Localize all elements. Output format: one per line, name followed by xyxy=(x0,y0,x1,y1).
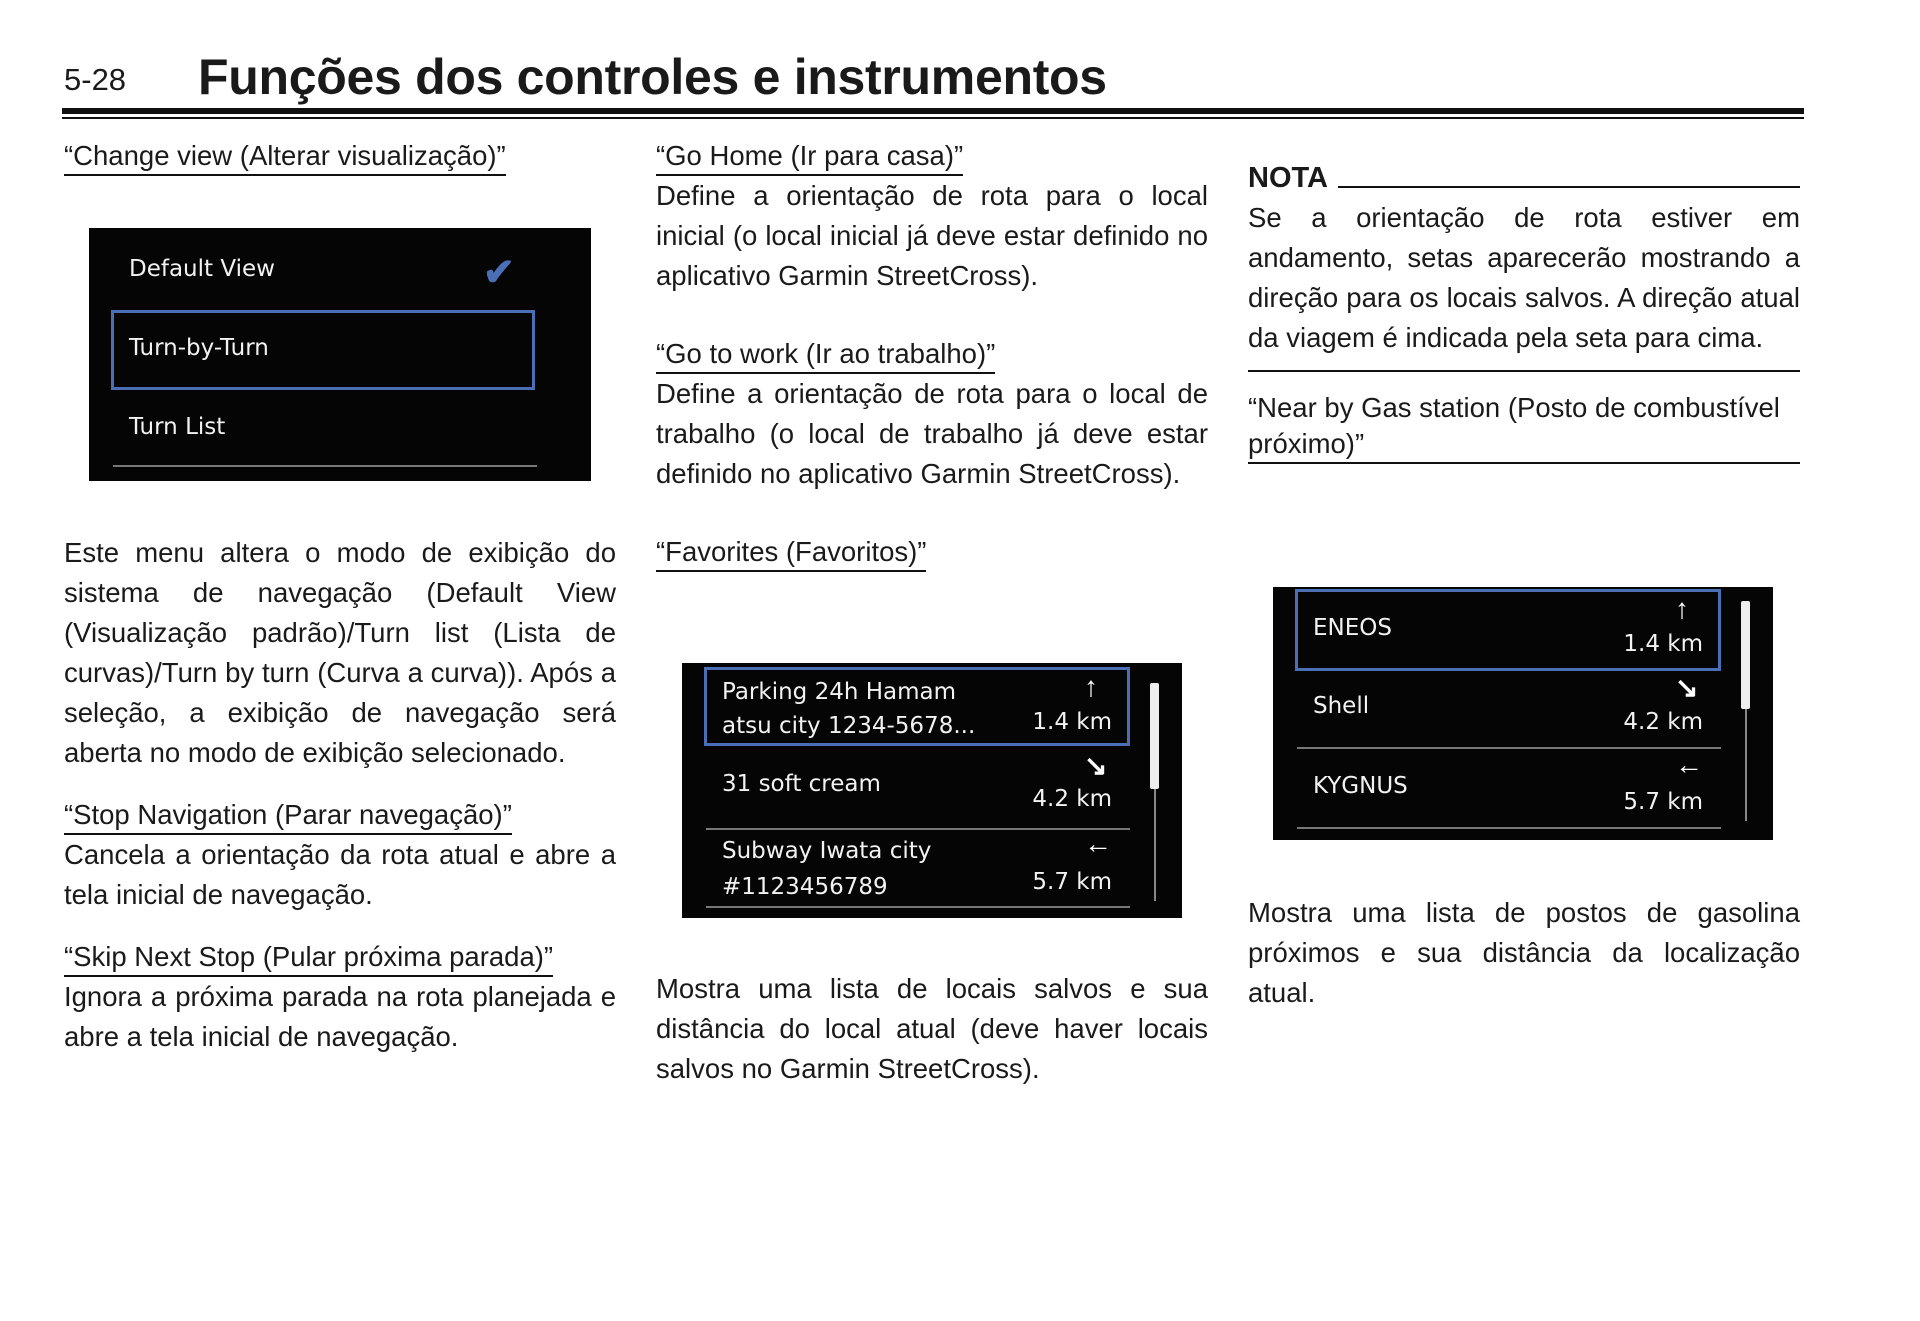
station-item-1[interactable]: ENEOS xyxy=(1313,615,1392,641)
menu-item-default-view[interactable]: Default View xyxy=(129,256,275,282)
note-rule xyxy=(1338,186,1800,188)
favorite-name: Parking 24h Hamam xyxy=(722,679,957,705)
arrow-up-icon: ↑ xyxy=(1084,671,1098,702)
gas-station-heading: “Near by Gas station (Posto de combustível próximo)” xyxy=(1248,390,1800,464)
divider xyxy=(1297,747,1721,749)
view-menu-screen xyxy=(89,228,591,481)
favorite-item-3[interactable] xyxy=(722,833,931,905)
column-2-body xyxy=(656,969,1208,1089)
go-home-heading: “Go Home (Ir para casa)” xyxy=(656,138,963,176)
column-1-body xyxy=(64,533,616,1057)
column-2 xyxy=(656,136,1208,572)
favorites-screen xyxy=(682,663,1182,918)
header-rule xyxy=(62,108,1804,114)
scrollbar-thumb[interactable] xyxy=(1150,683,1159,789)
favorite-distance: 1.4 km xyxy=(1032,709,1112,735)
divider xyxy=(706,906,1130,908)
arrow-left-icon: ← xyxy=(1084,828,1112,859)
column-3-body xyxy=(1248,893,1800,1013)
page-number: 5-28 xyxy=(64,62,127,97)
favorite-name: Subway Iwata city xyxy=(722,838,932,864)
station-distance: 4.2 km xyxy=(1623,709,1703,735)
note-text: Se a orientação de rota estiver em andamento, setas aparecerão mostrando a direção para os locais salvos. A direção atual da viagem é indicada pela seta para cima. xyxy=(1248,202,1800,353)
header-rule-thin xyxy=(62,117,1804,119)
change-view-heading: “Change view (Alterar visualização)” xyxy=(64,138,506,176)
skip-next-stop-heading: “Skip Next Stop (Pular próxima parada)” xyxy=(64,939,553,977)
station-item-3[interactable]: KYGNUS xyxy=(1313,773,1408,799)
favorites-text: Mostra uma lista de locais salvos e sua distância do local atual (deve haver locais salvos no Garmin StreetCross). xyxy=(656,973,1208,1084)
checkmark-icon: ✔ xyxy=(483,252,515,294)
gas-station-text: Mostra uma lista de postos de gasolina próximos e sua distância da localização atual. xyxy=(1248,897,1800,1008)
arrow-down-right-icon: ↘ xyxy=(1084,750,1108,781)
station-distance: 1.4 km xyxy=(1623,631,1703,657)
stop-navigation-text: Cancela a orientação da rota atual e abre a tela inicial de navegação. xyxy=(64,839,616,910)
arrow-left-icon: ← xyxy=(1675,749,1703,780)
go-home-text: Define a orientação de rota para o local inicial (o local inicial já deve estar definido no aplicativo Garmin StreetCross). xyxy=(656,180,1208,291)
divider xyxy=(706,828,1130,830)
stop-navigation-heading: “Stop Navigation (Parar navegação)” xyxy=(64,797,512,835)
favorite-item-2[interactable]: 31 soft cream xyxy=(722,771,881,797)
arrow-down-right-icon: ↘ xyxy=(1675,672,1699,703)
skip-next-stop-text: Ignora a próxima parada na rota planejada e abre a tela inicial de navegação. xyxy=(64,981,616,1052)
divider xyxy=(1297,827,1721,829)
scrollbar-thumb[interactable] xyxy=(1741,601,1750,709)
favorites-heading: “Favorites (Favoritos)” xyxy=(656,534,926,572)
gas-station-screen xyxy=(1273,587,1773,840)
arrow-up-icon: ↑ xyxy=(1675,593,1689,624)
go-to-work-heading: “Go to work (Ir ao trabalho)” xyxy=(656,336,995,374)
divider xyxy=(113,465,537,467)
station-distance: 5.7 km xyxy=(1623,789,1703,815)
favorite-address: atsu city 1234-5678... xyxy=(722,713,976,739)
favorite-distance: 4.2 km xyxy=(1032,786,1112,812)
column-1 xyxy=(64,136,616,176)
menu-item-turn-list[interactable]: Turn List xyxy=(129,414,226,440)
favorite-distance: 5.7 km xyxy=(1032,869,1112,895)
menu-item-turn-by-turn[interactable]: Turn-by-Turn xyxy=(129,335,269,361)
favorite-address: #1123456789 xyxy=(722,874,888,900)
note-label: NOTA xyxy=(1248,162,1329,194)
go-to-work-text: Define a orientação de rota para o local de trabalho (o local de trabalho já deve estar definido no aplicativo Garmin StreetCross). xyxy=(656,378,1208,489)
station-item-2[interactable]: Shell xyxy=(1313,693,1370,719)
change-view-text: Este menu altera o modo de exibição do sistema de navegação (Default View (Visualização padrão)/Turn list (Lista de curvas)/Turn by turn (Curva a curva)). Após a seleção, a exibição de navegação será aberta no modo de exibição selecionado. xyxy=(64,537,616,768)
page-title: Funções dos controles e instrumentos xyxy=(198,49,1107,105)
favorite-item-1[interactable] xyxy=(722,675,975,743)
note-end-rule xyxy=(1248,370,1800,372)
column-3 xyxy=(1248,158,1800,464)
